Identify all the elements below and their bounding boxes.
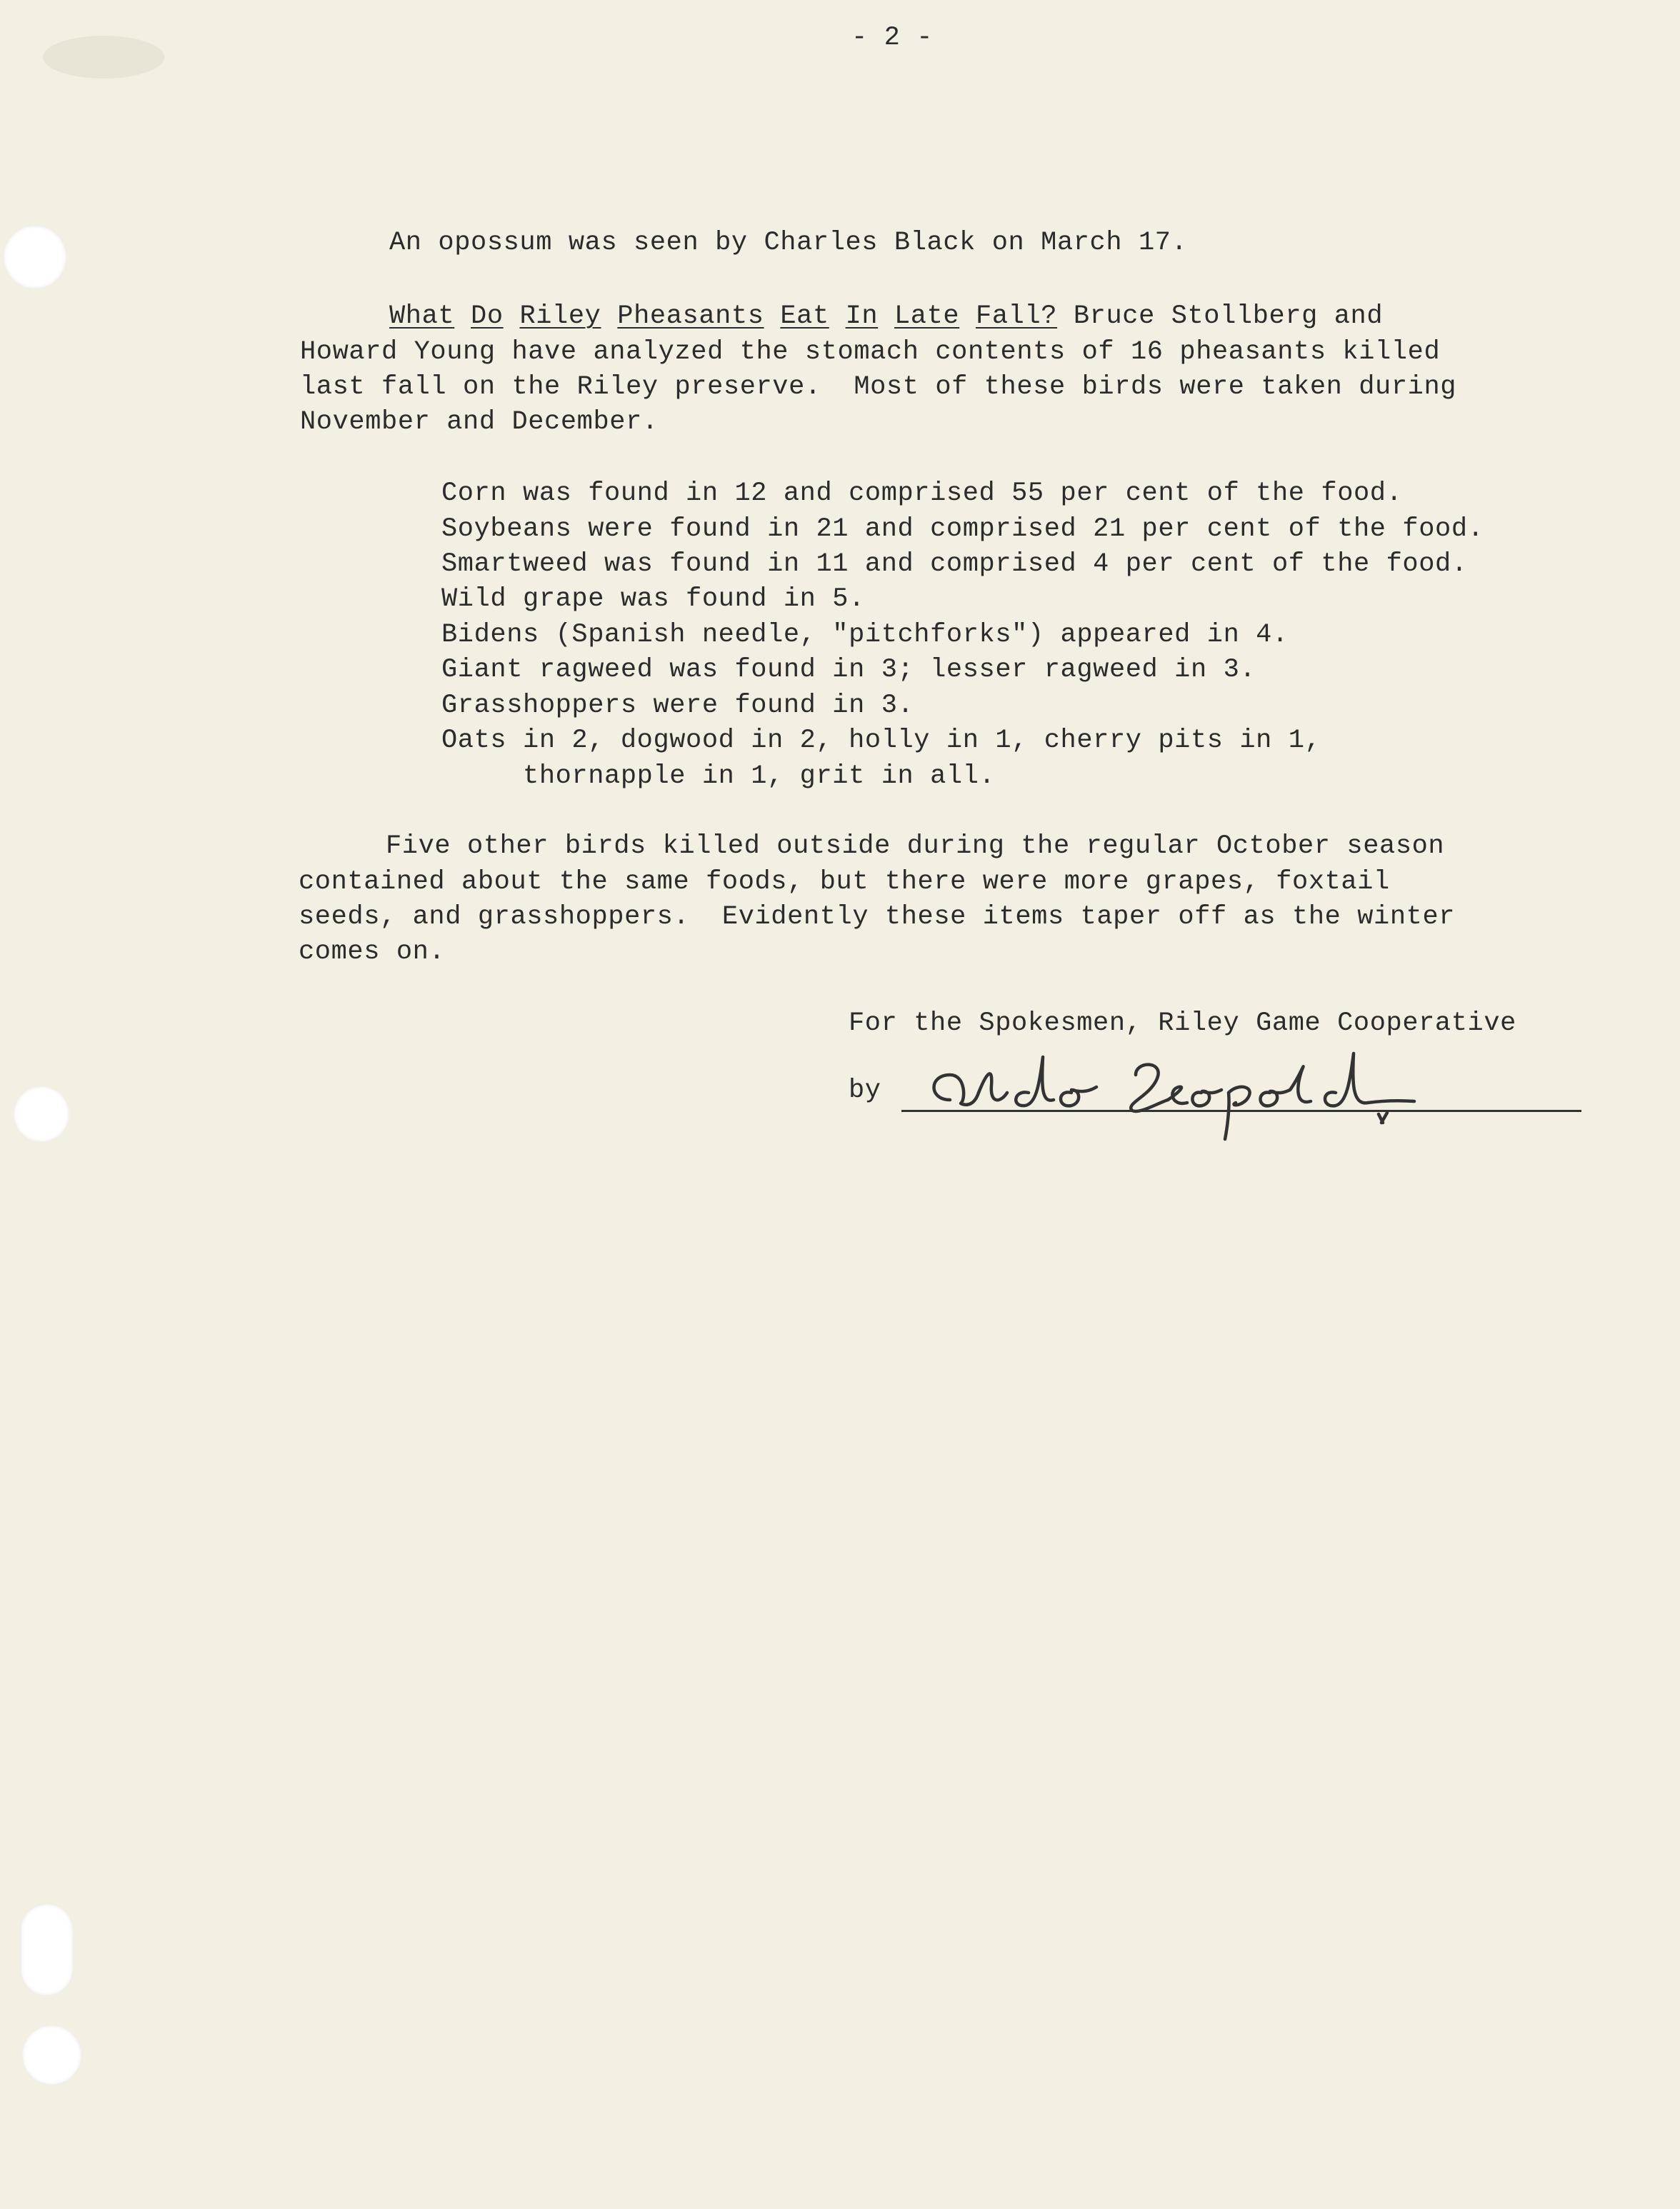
handwritten-signature <box>921 1043 1421 1143</box>
food-list-item: Smartweed was found in 11 and comprised 4 per cent of the food. <box>441 549 1468 579</box>
section-heading-word: Do <box>471 301 504 331</box>
pheasant-paragraph-text: Bruce Stollberg and <box>1057 301 1384 331</box>
food-list-item: Bidens (Spanish needle, "pitchforks") appeared in 4. <box>441 620 1289 650</box>
section-heading-word: Pheasants <box>617 301 764 331</box>
section-heading-word: Eat <box>780 301 829 331</box>
section-heading-word: In <box>845 301 879 331</box>
section-heading-word: What <box>389 301 455 331</box>
closing-paragraph-line: comes on. <box>299 937 446 967</box>
pheasant-paragraph-line-3: last fall on the Riley preserve. Most of these birds were taken during <box>300 372 1457 402</box>
closing-paragraph-line: contained about the same foods, but there were more grapes, foxtail <box>299 867 1390 897</box>
food-list-item: Giant ragweed was found in 3; lesser ragweed in 3. <box>441 655 1256 685</box>
signature-attribution: For the Spokesmen, Riley Game Cooperative <box>849 1008 1516 1038</box>
signature-by-label: by <box>849 1076 881 1106</box>
section-heading-word: Fall? <box>976 301 1058 331</box>
punch-hole-bottom <box>21 2025 82 2085</box>
food-list-item: Oats in 2, dogwood in 2, holly in 1, cherry pits in 1, <box>441 726 1321 756</box>
food-list-item: thornapple in 1, grit in all. <box>441 761 996 791</box>
food-list-item: Corn was found in 12 and comprised 55 per cent of the food. <box>441 479 1403 509</box>
opossum-paragraph: An opossum was seen by Charles Black on March 17. <box>389 228 1188 258</box>
pheasant-paragraph-line-4: November and December. <box>300 407 659 437</box>
pheasant-paragraph-line-1 <box>389 299 1383 334</box>
punch-hole-middle <box>13 1086 70 1143</box>
page-number: - 2 - <box>851 23 934 53</box>
food-list-item: Wild grape was found in 5. <box>441 584 865 614</box>
section-heading-word: Late <box>894 301 960 331</box>
section-heading-word: Riley <box>519 301 601 331</box>
punch-hole-lower <box>20 1903 74 1996</box>
food-list-item: Soybeans were found in 21 and comprised 21 per cent of the food. <box>441 514 1484 544</box>
paper-stain <box>43 36 164 79</box>
punch-hole-top <box>3 225 67 289</box>
closing-paragraph-line: seeds, and grasshoppers. Evidently these items taper off as the winter <box>299 902 1456 932</box>
pheasant-paragraph-line-2: Howard Young have analyzed the stomach contents of 16 pheasants killed <box>300 337 1441 367</box>
food-list-item: Grasshoppers were found in 3. <box>441 691 914 721</box>
closing-paragraph-line: Five other birds killed outside during the regular October season <box>386 831 1445 861</box>
